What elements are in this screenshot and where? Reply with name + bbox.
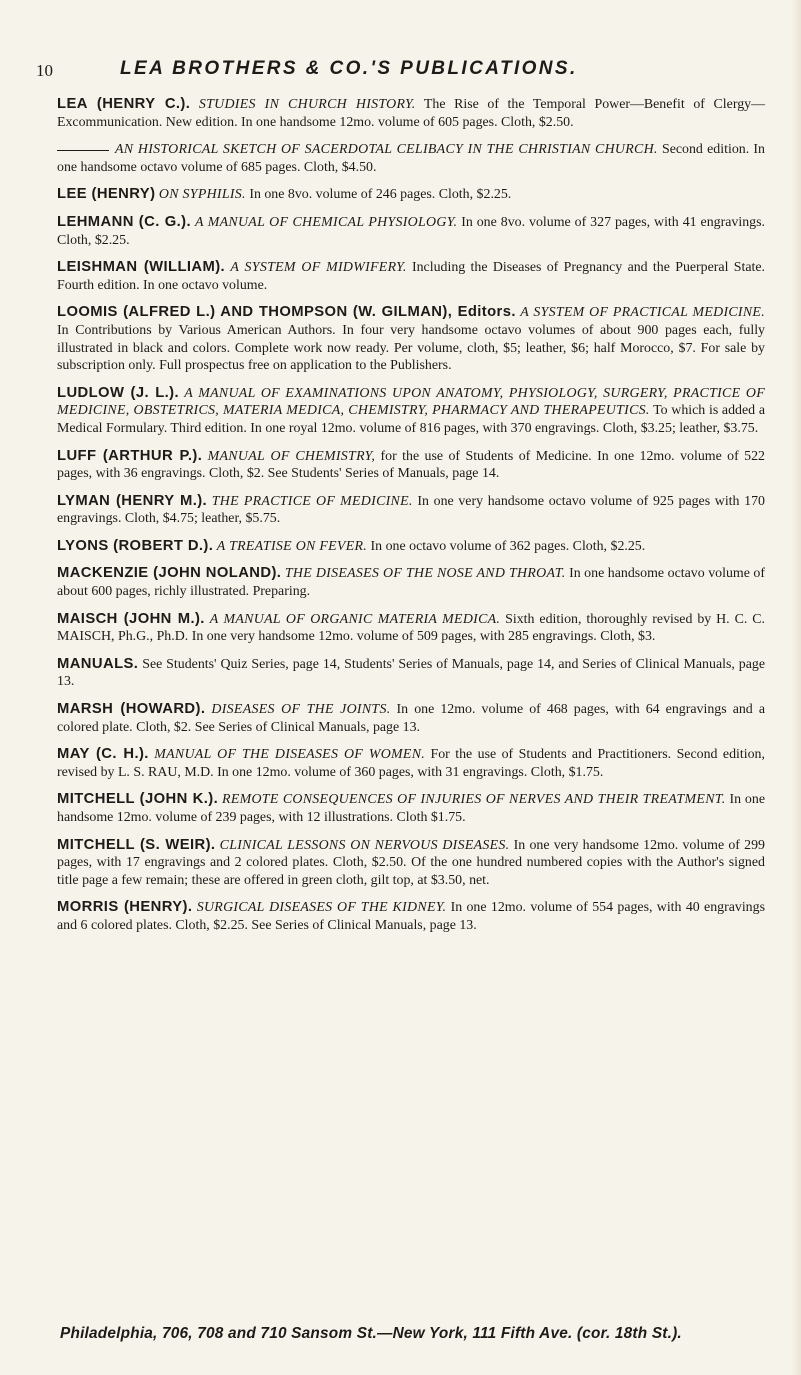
catalog-entry: [57, 538, 765, 556]
entry-author: LEA (HENRY C.).: [57, 96, 191, 112]
page-edge-shadow: [791, 0, 801, 1375]
entry-title: A MANUAL OF CHEMICAL PHYSIOLOGY.: [194, 214, 458, 230]
catalog-entries: [57, 96, 765, 945]
entry-description: Including the Diseases of Pregnancy and the Puerperal State. Fourth edition. In one octavo volume.: [57, 260, 766, 293]
entry-description: See Students' Quiz Series, page 14, Students' Series of Manuals, page 14, and Series of Clinical Manuals, page 13.: [57, 656, 765, 690]
entry-title: A SYSTEM OF MIDWIFERY.: [230, 260, 407, 276]
entry-description: for the use of Students of Medicine. In one 12mo. volume of 522 pages, with 36 engravings. Cloth, $2. See Students' Series of Manuals, page 14.: [57, 448, 765, 482]
entry-description: In one octavo volume of 362 pages. Cloth, $2.25.: [370, 538, 646, 554]
catalog-entry: [57, 304, 765, 374]
catalog-entry: [57, 611, 765, 646]
catalog-entry: [57, 656, 765, 691]
entry-title: THE DISEASES OF THE NOSE AND THROAT.: [284, 566, 566, 582]
catalog-entry: [57, 186, 765, 204]
entry-author: LEHMANN (C. G.).: [57, 213, 191, 230]
entry-description: Sixth edition, thoroughly revised by H. C. C. MAISCH, Ph.G., Ph.D. In one very handsome 12mo. volume of 509 pages, with 285 engravings. Cloth, $3.: [57, 611, 765, 645]
entry-title: A MANUAL OF ORGANIC MATERIA MEDICA.: [209, 611, 501, 627]
entry-title: THE PRACTICE OF MEDICINE.: [211, 493, 413, 509]
catalog-entry: [57, 791, 765, 826]
entry-author: MAISCH (JOHN M.).: [57, 610, 205, 627]
catalog-entry: [57, 448, 765, 483]
entry-description: In one very handsome 12mo. volume of 299 pages, with 17 engravings and 2 colored plates. Cloth, $2.50. Of the one hundred numbered copies with the Author's signed title page a few remain; these are offered in green cloth, gilt top, at $3.50, net.: [57, 837, 765, 888]
entry-author: LEISHMAN (WILLIAM).: [57, 259, 226, 276]
entry-author: LOOMIS (ALFRED L.) AND THOMPSON (W. GILMAN), Editors.: [57, 304, 516, 321]
entry-title: MANUAL OF THE DISEASES OF WOMEN.: [154, 747, 426, 763]
entry-description: In Contributions by Various American Authors. In four very handsome octavo volumes of about 900 pages each, fully illustrated in black and colors. Complete work now ready. Per volume, cloth, $5; leather, $6; half Morocco, $7. For sale by subscription only. Full prospectus free on application to the Publishers.: [57, 322, 765, 374]
entry-description: To which is added a Medical Formulary. Third edition. In one royal 12mo. volume of 816 pages, with 370 engravings. Cloth, $3.25; leather, $3.75.: [57, 403, 765, 436]
entry-title: SURGICAL DISEASES OF THE KIDNEY.: [196, 900, 447, 916]
entry-description: In one 8vo. volume of 246 pages. Cloth, $2.25.: [249, 187, 512, 203]
entry-author: MITCHELL (JOHN K.).: [57, 791, 219, 808]
entry-author: LUDLOW (J. L.).: [57, 384, 180, 401]
entry-description: In one handsome 12mo. volume of 239 pages, with 12 illustrations. Cloth $1.75.: [57, 792, 765, 825]
entry-author: LEE (HENRY): [57, 186, 156, 203]
entry-title: ON SYPHILIS.: [158, 187, 246, 203]
catalog-entry: [57, 899, 765, 934]
entry-author: LYONS (ROBERT D.).: [57, 537, 214, 554]
entry-description: In one 8vo. volume of 327 pages, with 41 engravings. Cloth, $2.25.: [57, 214, 765, 248]
entry-description: In one 12mo. volume of 554 pages, with 40 engravings and 6 colored plates. Cloth, $2.25. See Series of Clinical Manuals, page 13.: [57, 900, 765, 933]
entry-title: MANUAL OF CHEMISTRY,: [207, 448, 376, 464]
publisher-address: Philadelphia, 706, 708 and 710 Sansom St.—New York, 111 Fifth Ave. (cor. 18th St.).: [60, 1325, 682, 1342]
entry-description: For the use of Students and Practitioners. Second edition, revised by L. S. RAU, M.D. In one 12mo. volume of 360 pages, with 31 engravings. Cloth, $1.75.: [57, 747, 765, 780]
entry-title: REMOTE CONSEQUENCES OF INJURIES OF NERVES AND THEIR TREATMENT.: [222, 792, 726, 808]
entry-title: CLINICAL LESSONS ON NERVOUS DISEASES.: [219, 837, 510, 853]
entry-author: MAY (C. H.).: [57, 746, 149, 763]
catalog-entry: [57, 493, 765, 528]
entry-author: MITCHELL (S. WEIR).: [57, 836, 216, 853]
entry-title: STUDIES IN CHURCH HISTORY.: [198, 97, 416, 112]
catalog-entry: [57, 701, 765, 736]
catalog-entry: [57, 259, 765, 294]
entry-author: MACKENZIE (JOHN NOLAND).: [57, 565, 282, 582]
entry-title: AN HISTORICAL SKETCH OF SACERDOTAL CELIBACY IN THE CHRISTIAN CHURCH.: [115, 142, 658, 158]
catalog-entry: [57, 214, 765, 249]
entry-description: The Rise of the Temporal Power—Benefit of Clergy—Excommunication. New edition. In one handsome 12mo. volume of 605 pages. Cloth, $2.50.: [57, 97, 765, 130]
catalog-entry: [57, 746, 765, 781]
catalog-entry: [57, 141, 765, 176]
entry-title: A MANUAL OF EXAMINATIONS UPON ANATOMY, PHYSIOLOGY, SURGERY, PRACTICE OF MEDICINE, OBSTETRICS, MATERIA MEDICA, CHEMISTRY, PHARMACY AND THERAPEUTICS.: [57, 385, 765, 419]
entry-author: MANUALS.: [57, 655, 139, 672]
entry-title: A TREATISE ON FEVER.: [216, 538, 368, 554]
entry-title: DISEASES OF THE JOINTS.: [211, 702, 391, 718]
running-head: LEA BROTHERS & CO.'S PUBLICATIONS.: [120, 58, 578, 79]
page-header: [36, 58, 761, 84]
entry-author: MORRIS (HENRY).: [57, 899, 193, 916]
entry-description: In one handsome octavo volume of about 600 pages, richly illustrated. Preparing.: [57, 566, 765, 600]
catalog-entry: [57, 565, 765, 600]
catalog-entry: [57, 837, 765, 890]
entry-description: Second edition. In one handsome octavo volume of 685 pages. Cloth, $4.50.: [57, 142, 766, 175]
entry-author: LYMAN (HENRY M.).: [57, 492, 208, 509]
entry-description: In one very handsome octavo volume of 925 pages with 170 engravings. Cloth, $4.75; leather, $5.75.: [57, 493, 766, 527]
catalog-entry: [57, 96, 765, 131]
entry-author: LUFF (ARTHUR P.).: [57, 447, 203, 464]
catalog-entry: [57, 385, 765, 438]
entry-author: MARSH (HOWARD).: [57, 701, 206, 718]
entry-title: A SYSTEM OF PRACTICAL MEDICINE.: [520, 305, 765, 321]
page-number: 10: [36, 61, 53, 80]
entry-description: In one 12mo. volume of 468 pages, with 64 engravings and a colored plate. Cloth, $2. See Series of Clinical Manuals, page 13.: [57, 702, 765, 735]
ditto-rule: [57, 150, 109, 151]
